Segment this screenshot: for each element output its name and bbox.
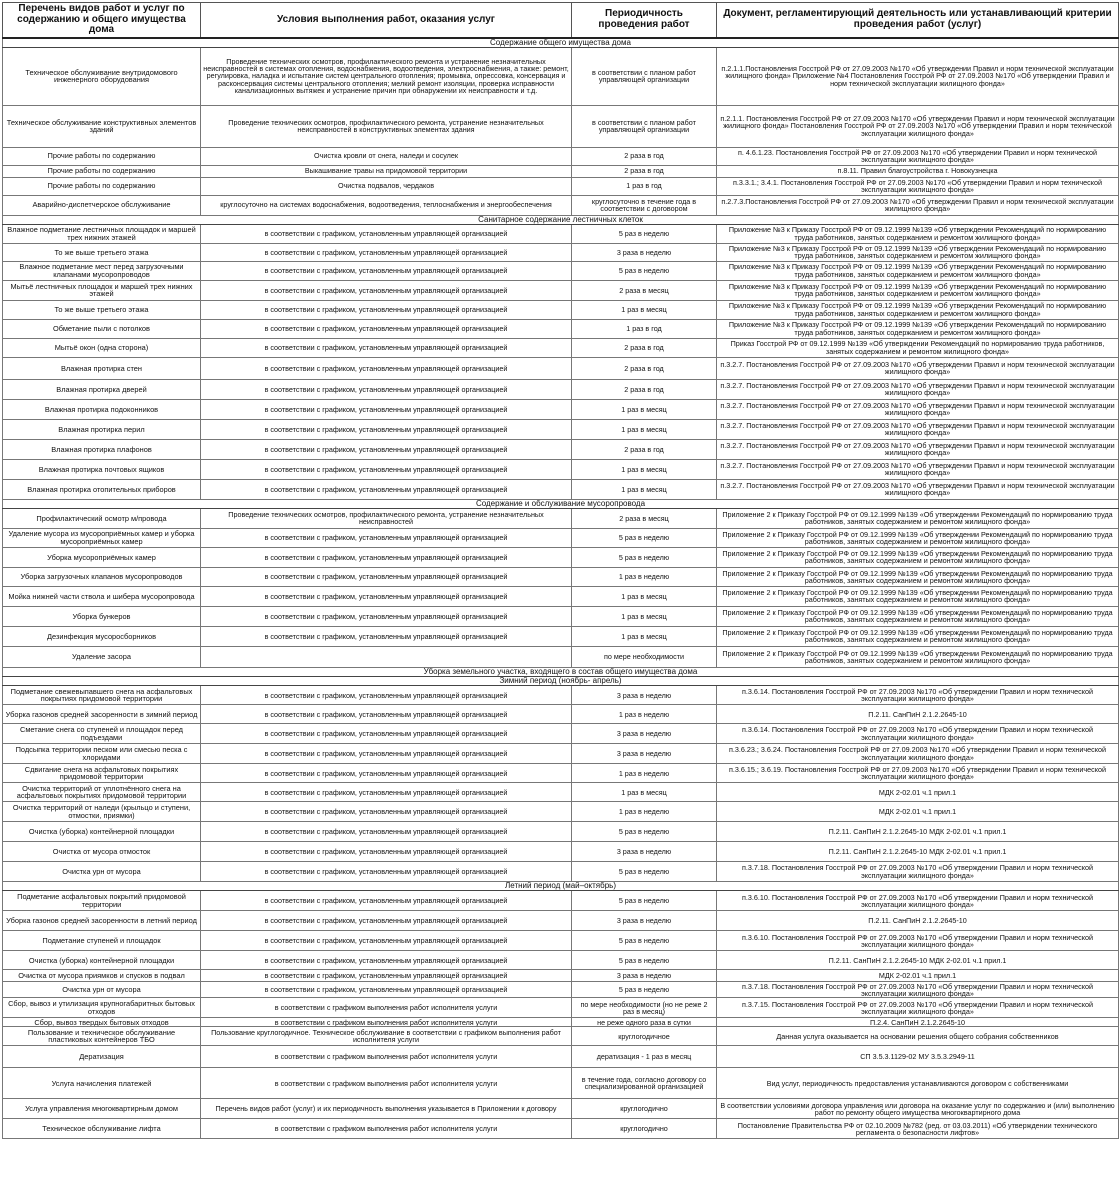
service-name-cell: Сметание снега со ступеней и площадок перед подъездами [3, 724, 201, 744]
conditions-cell: в соответствии с графиком, установленным управляющей организацией [201, 243, 572, 261]
conditions-cell: в соответствии с графиком, установленным управляющей организацией [201, 764, 572, 783]
frequency-cell: в течение года, согласно договору со специализированной организацией [572, 1068, 717, 1099]
regulation-document-cell: п.3.2.7. Постановления Госстрой РФ от 27.09.2003 №170 «Об утверждении Правил и норм технической эксплуатации жилищного фонда» [717, 357, 1119, 379]
frequency-cell: 1 раз в неделю [572, 567, 717, 586]
regulation-document-cell: п.3.2.7. Постановления Госстрой РФ от 27.09.2003 №170 «Об утверждении Правил и норм технической эксплуатации жилищного фонда» [717, 459, 1119, 479]
table-row [3, 783, 1119, 802]
section-title: Летний период (май–октябрь) [3, 882, 1119, 891]
conditions-cell: круглосуточно на системах водоснабжения, водоотведения, теплоснабжения и энергообеспечения [201, 195, 572, 215]
conditions-cell: в соответствии с графиком выполнения работ исполнителя услуги [201, 1018, 572, 1027]
table-row [3, 479, 1119, 499]
conditions-cell: в соответствии с графиком, установленным управляющей организацией [201, 842, 572, 862]
service-name-cell: Очистка (уборка) контейнерной площадки [3, 951, 201, 970]
table-row [3, 300, 1119, 319]
table-row [3, 338, 1119, 357]
frequency-cell: 3 раза в неделю [572, 724, 717, 744]
regulation-document-cell: п.3.6.14. Постановления Госстрой РФ от 27.09.2003 №170 «Об утверждении Правил и норм технической эксплуатации жилищного фонда» [717, 724, 1119, 744]
frequency-cell: дератизация - 1 раз в месяц [572, 1046, 717, 1068]
service-name-cell: Очистка урн от мусора [3, 982, 201, 998]
regulation-document-cell: Данная услуга оказывается на основании решения общего собрания собственников [717, 1027, 1119, 1046]
regulation-document-cell: п.3.2.7. Постановления Госстрой РФ от 27.09.2003 №170 «Об утверждении Правил и норм технической эксплуатации жилищного фонда» [717, 399, 1119, 419]
table-row [3, 862, 1119, 882]
table-row [3, 822, 1119, 842]
table-row [3, 686, 1119, 705]
service-name-cell: Влажная протирка дверей [3, 379, 201, 399]
service-name-cell: Сдвигание снега на асфальтовых покрытиях придомовой территории [3, 764, 201, 783]
frequency-cell: 2 раза в год [572, 147, 717, 165]
conditions-cell: в соответствии с графиком, установленным управляющей организацией [201, 626, 572, 646]
regulation-document-cell: Приложение 2 к Приказу Госстрой РФ от 09.12.1999 №139 «Об утверждении Рекомендаций по нормированию труда работников, занятых содержанием и ремонтом жилищного фонда» [717, 646, 1119, 667]
frequency-cell: круглогодично [572, 1119, 717, 1139]
regulation-document-cell: Приложение 2 к Приказу Госстрой РФ от 09.12.1999 №139 «Об утверждении Рекомендаций по нормированию труда работников, занятых содержанием и ремонтом жилищного фонда» [717, 606, 1119, 626]
service-name-cell: Аварийно-диспетчерское обслуживание [3, 195, 201, 215]
conditions-cell: в соответствии с графиком, установленным управляющей организацией [201, 261, 572, 280]
table-row [3, 1068, 1119, 1099]
frequency-cell: 2 раза в месяц [572, 508, 717, 528]
conditions-cell: в соответствии с графиком, установленным управляющей организацией [201, 439, 572, 459]
frequency-cell: 2 раза в год [572, 439, 717, 459]
service-name-cell: Очистка территорий от наледи (крыльцо и ступени, отмостки, приямки) [3, 802, 201, 822]
service-name-cell: Подметание свежевыпавшего снега на асфальтовых покрытиях придомовой территории [3, 686, 201, 705]
regulation-document-cell: Приложение №3 к Приказу Госстрой РФ от 09.12.1999 №139 «Об утверждении Рекомендаций по нормированию труда работников, занятых содержанием и ремонтом жилищного фонда» [717, 280, 1119, 300]
table-row [3, 379, 1119, 399]
frequency-cell: 1 раз в месяц [572, 399, 717, 419]
service-name-cell: Влажная протирка плафонов [3, 439, 201, 459]
header-services-list: Перечень видов работ и услуг по содержанию и общего имущества дома [3, 3, 201, 38]
regulation-document-cell: п.3.2.7. Постановления Госстрой РФ от 27.09.2003 №170 «Об утверждении Правил и норм технической эксплуатации жилищного фонда» [717, 479, 1119, 499]
table-row [3, 319, 1119, 338]
regulation-document-cell: п.2.1.1.Постановления Госстрой РФ от 27.09.2003 №170 «Об утверждении Правил и норм технической эксплуатации жилищного фонда» Приложение №4 Постановления Госстрой РФ от 27.09.2003 №170 «Об утверждении Правил и норм технической эксплуатации жилищного фонда» [717, 47, 1119, 105]
table-row [3, 998, 1119, 1018]
frequency-cell: 1 раз в месяц [572, 459, 717, 479]
regulation-document-cell: п.3.6.10. Постановления Госстрой РФ от 27.09.2003 №170 «Об утверждении Правил и норм технической эксплуатации жилищного фонда» [717, 931, 1119, 951]
table-row [3, 1099, 1119, 1119]
service-name-cell: Техническое обслуживание лифта [3, 1119, 201, 1139]
regulation-document-cell: п.3.2.7. Постановления Госстрой РФ от 27.09.2003 №170 «Об утверждении Правил и норм технической эксплуатации жилищного фонда» [717, 419, 1119, 439]
frequency-cell: 5 раз в неделю [572, 891, 717, 911]
conditions-cell: в соответствии с графиком, установленным управляющей организацией [201, 931, 572, 951]
service-name-cell: Сбор, вывоз и утилизация крупногабаритных бытовых отходов [3, 998, 201, 1018]
service-name-cell: Очистка (уборка) контейнерной площадки [3, 822, 201, 842]
service-name-cell: Очистка территорий от уплотнённого снега на асфальтовых покрытиях придомовой территории [3, 783, 201, 802]
document-page [2, 2, 1118, 1139]
frequency-cell: 2 раза в месяц [572, 280, 717, 300]
regulation-document-cell: п.3.2.7. Постановления Госстрой РФ от 27.09.2003 №170 «Об утверждении Правил и норм технической эксплуатации жилищного фонда» [717, 439, 1119, 459]
conditions-cell: в соответствии с графиком, установленным управляющей организацией [201, 338, 572, 357]
regulation-document-cell: Приложение 2 к Приказу Госстрой РФ от 09.12.1999 №139 «Об утверждении Рекомендаций по нормированию труда работников, занятых содержанием и ремонтом жилищного фонда» [717, 626, 1119, 646]
regulation-document-cell: П.2.11. СанПиН 2.1.2.2645-10 МДК 2-02.01 ч.1 прил.1 [717, 822, 1119, 842]
service-name-cell: Уборка мусороприёмных камер [3, 547, 201, 567]
table-row [3, 195, 1119, 215]
table-row [3, 891, 1119, 911]
service-name-cell: Влажная протирка перил [3, 419, 201, 439]
conditions-cell: в соответствии с графиком, установленным управляющей организацией [201, 300, 572, 319]
table-row [3, 439, 1119, 459]
conditions-cell: в соответствии с графиком, установленным управляющей организацией [201, 911, 572, 931]
regulation-document-cell: МДК 2-02.01 ч.1 прил.1 [717, 783, 1119, 802]
frequency-cell: 5 раз в неделю [572, 528, 717, 547]
service-name-cell: Профилактический осмотр м/провода [3, 508, 201, 528]
service-name-cell: Очистка от мусора отмосток [3, 842, 201, 862]
service-name-cell: Дератизация [3, 1046, 201, 1068]
frequency-cell: 1 раз в месяц [572, 626, 717, 646]
service-name-cell: Очистка урн от мусора [3, 862, 201, 882]
regulation-document-cell: Приложение 2 к Приказу Госстрой РФ от 09.12.1999 №139 «Об утверждении Рекомендаций по нормированию труда работников, занятых содержанием и ремонтом жилищного фонда» [717, 567, 1119, 586]
service-name-cell: Удаление засора [3, 646, 201, 667]
frequency-cell: 1 раз в неделю [572, 802, 717, 822]
service-name-cell: Подметание ступеней и площадок [3, 931, 201, 951]
conditions-cell: в соответствии с графиком, установленным управляющей организацией [201, 479, 572, 499]
frequency-cell: круглогодично [572, 1099, 717, 1119]
frequency-cell: по мере необходимости [572, 646, 717, 667]
table-body [3, 38, 1119, 1139]
regulation-document-cell: п. 4.6.1.23. Постановления Госстрой РФ от 27.09.2003 №170 «Об утверждении Правил и норм технической эксплуатации жилищного фонда» [717, 147, 1119, 165]
conditions-cell: в соответствии с графиком выполнения работ исполнителя услуги [201, 998, 572, 1018]
regulation-document-cell: п.3.6.23.; 3.6.24. Постановления Госстрой РФ от 27.09.2003 №170 «Об утверждении Правил и норм технической эксплуатации жилищного фонда» [717, 744, 1119, 764]
frequency-cell: 2 раза в год [572, 379, 717, 399]
regulation-document-cell: Приложение 2 к Приказу Госстрой РФ от 09.12.1999 №139 «Об утверждении Рекомендаций по нормированию труда работников, занятых содержанием и ремонтом жилищного фонда» [717, 547, 1119, 567]
conditions-cell: в соответствии с графиком, установленным управляющей организацией [201, 744, 572, 764]
regulation-document-cell: п.3.7.18. Постановления Госстрой РФ от 27.09.2003 №170 «Об утверждении Правил и норм технической эксплуатации жилищного фонда» [717, 982, 1119, 998]
frequency-cell: 1 раз в неделю [572, 764, 717, 783]
frequency-cell: 1 раз в месяц [572, 479, 717, 499]
table-row [3, 177, 1119, 195]
header-regulation-document: Документ, регламентирующий деятельность или устанавливающий критерии проведения работ (услуг) [717, 3, 1119, 38]
regulation-document-cell: П.2.11. СанПиН 2.1.2.2645-10 [717, 911, 1119, 931]
frequency-cell: в соответствии с планом работ управляющей организации [572, 105, 717, 147]
service-name-cell: Услуга начисления платежей [3, 1068, 201, 1099]
frequency-cell: 5 раз в неделю [572, 261, 717, 280]
regulation-document-cell: Вид услуг, периодичность предоставления устанавливаются договором с собственниками [717, 1068, 1119, 1099]
header-conditions: Условия выполнения работ, оказания услуг [201, 3, 572, 38]
table-row [3, 842, 1119, 862]
regulation-document-cell: п.3.3.1.; 3.4.1. Постановления Госстрой РФ от 27.09.2003 №170 «Об утверждении Правил и норм технической эксплуатации жилищного фонда» [717, 177, 1119, 195]
table-row [3, 626, 1119, 646]
table-row [3, 508, 1119, 528]
regulation-document-cell: п.3.6.15.; 3.6.19. Постановления Госстрой РФ от 27.09.2003 №170 «Об утверждении Правил и норм технической эксплуатации жилищного фонда» [717, 764, 1119, 783]
conditions-cell: в соответствии с графиком, установленным управляющей организацией [201, 357, 572, 379]
service-name-cell: Подсыпка территории песком или смесью песка с хлоридами [3, 744, 201, 764]
conditions-cell: в соответствии с графиком, установленным управляющей организацией [201, 891, 572, 911]
service-name-cell: Уборка бункеров [3, 606, 201, 626]
frequency-cell: 5 раз в неделю [572, 822, 717, 842]
table-row [3, 606, 1119, 626]
regulation-document-cell: Приложение 2 к Приказу Госстрой РФ от 09.12.1999 №139 «Об утверждении Рекомендаций по нормированию труда работников, занятых содержанием и ремонтом жилищного фонда» [717, 508, 1119, 528]
frequency-cell: 3 раза в неделю [572, 686, 717, 705]
table-row [3, 1018, 1119, 1027]
conditions-cell: в соответствии с графиком, установленным управляющей организацией [201, 528, 572, 547]
conditions-cell: в соответствии с графиком, установленным управляющей организацией [201, 399, 572, 419]
table-header-row [3, 3, 1119, 38]
regulation-document-cell: В соответствии условиями договора управления или договора на оказание услуг по содержанию и (или) выполнению работ по ремонту общего имущества многоквартирного дома [717, 1099, 1119, 1119]
service-name-cell: Влажная протирка подоконников [3, 399, 201, 419]
frequency-cell: 5 раз в неделю [572, 951, 717, 970]
service-name-cell: Очистка от мусора приямков и спусков в подвал [3, 970, 201, 982]
service-name-cell: Уборка газонов средней засоренности в летний период [3, 911, 201, 931]
frequency-cell: 5 раз в неделю [572, 224, 717, 243]
table-row [3, 1046, 1119, 1068]
service-name-cell: Подметание асфальтовых покрытий придомовой территории [3, 891, 201, 911]
service-name-cell: Удаление мусора из мусороприёмных камер и уборка мусороприёмных камер [3, 528, 201, 547]
table-row [3, 528, 1119, 547]
table-row [3, 280, 1119, 300]
frequency-cell: 1 раз в месяц [572, 586, 717, 606]
conditions-cell: Перечень видов работ (услуг) и их периодичность выполнения указывается в Приложении к договору [201, 1099, 572, 1119]
conditions-cell: в соответствии с графиком, установленным управляющей организацией [201, 280, 572, 300]
service-name-cell: Дезинфекция мусоросборников [3, 626, 201, 646]
table-row [3, 357, 1119, 379]
service-name-cell: Влажная протирка почтовых ящиков [3, 459, 201, 479]
table-row [3, 931, 1119, 951]
service-name-cell: Влажное подметание лестничных площадок и маршей трех нижних этажей [3, 224, 201, 243]
section-title: Содержание и обслуживание мусоропровода [3, 499, 1119, 508]
conditions-cell: в соответствии с графиком, установленным управляющей организацией [201, 419, 572, 439]
regulation-document-cell: п.2.1.1. Постановления Госстрой РФ от 27.09.2003 №170 «Об утверждении Правил и норм технической эксплуатации жилищного фонда» Постановления Госстрой РФ от 27.09.2003 №170 «Об утверждении Правил и норм технической эксплуатации жилищного фонда» [717, 105, 1119, 147]
table-row [3, 982, 1119, 998]
service-name-cell: Влажная протирка стен [3, 357, 201, 379]
frequency-cell: 1 раз в год [572, 319, 717, 338]
services-table [2, 2, 1119, 1139]
table-row [3, 567, 1119, 586]
conditions-cell: в соответствии с графиком, установленным управляющей организацией [201, 783, 572, 802]
frequency-cell: 3 раза в неделю [572, 842, 717, 862]
table-row [3, 165, 1119, 177]
table-row [3, 459, 1119, 479]
frequency-cell: 5 раз в неделю [572, 931, 717, 951]
section-header-row [3, 677, 1119, 686]
regulation-document-cell: Постановление Правительства РФ от 02.10.2009 №782 (ред. от 03.03.2011) «Об утверждении технического регламента о безопасности лифтов» [717, 1119, 1119, 1139]
section-header-row [3, 215, 1119, 224]
regulation-document-cell: п.3.7.18. Постановления Госстрой РФ от 27.09.2003 №170 «Об утверждении Правил и норм технической эксплуатации жилищного фонда» [717, 862, 1119, 882]
frequency-cell: 3 раза в неделю [572, 243, 717, 261]
frequency-cell: 1 раз в месяц [572, 300, 717, 319]
table-row [3, 224, 1119, 243]
regulation-document-cell: П.2.4. СанПиН 2.1.2.2645-10 [717, 1018, 1119, 1027]
service-name-cell: Техническое обслуживание конструктивных элементов зданий [3, 105, 201, 147]
service-name-cell: Уборка загрузочных клапанов мусоропроводов [3, 567, 201, 586]
service-name-cell: Влажная протирка отопительных приборов [3, 479, 201, 499]
conditions-cell: Выкашивание травы на придомовой территории [201, 165, 572, 177]
section-header-row [3, 38, 1119, 48]
frequency-cell: 5 раз в неделю [572, 547, 717, 567]
section-header-row [3, 882, 1119, 891]
frequency-cell: 2 раза в год [572, 357, 717, 379]
service-name-cell: Мытьё окон (одна сторона) [3, 338, 201, 357]
conditions-cell: в соответствии с графиком, установленным управляющей организацией [201, 686, 572, 705]
regulation-document-cell: Приложение №3 к Приказу Госстрой РФ от 09.12.1999 №139 «Об утверждении Рекомендаций по нормированию труда работников, занятых содержанием и ремонтом жилищного фонда» [717, 224, 1119, 243]
conditions-cell: в соответствии с графиком, установленным управляющей организацией [201, 567, 572, 586]
table-row [3, 970, 1119, 982]
table-row [3, 547, 1119, 567]
frequency-cell: 1 раз в год [572, 177, 717, 195]
regulation-document-cell: П.2.11. СанПиН 2.1.2.2645-10 [717, 705, 1119, 724]
service-name-cell: То же выше третьего этажа [3, 243, 201, 261]
service-name-cell: Сбор, вывоз твердых бытовых отходов [3, 1018, 201, 1027]
service-name-cell: Прочие работы по содержанию [3, 165, 201, 177]
service-name-cell: Пользование и техническое обслуживание пластиковых контейнеров ТБО [3, 1027, 201, 1046]
regulation-document-cell: п.3.6.14. Постановления Госстрой РФ от 27.09.2003 №170 «Об утверждении Правил и норм технической эксплуатации жилищного фонда» [717, 686, 1119, 705]
table-row [3, 1119, 1119, 1139]
service-name-cell: Мойка нижней части ствола и шибера мусоропровода [3, 586, 201, 606]
table-row [3, 419, 1119, 439]
regulation-document-cell: Приложение №3 к Приказу Госстрой РФ от 09.12.1999 №139 «Об утверждении Рекомендаций по нормированию труда работников, занятых содержанием и ремонтом жилищного фонда» [717, 261, 1119, 280]
frequency-cell: 1 раз в месяц [572, 606, 717, 626]
table-row [3, 586, 1119, 606]
table-row [3, 764, 1119, 783]
frequency-cell: по мере необходимости (но не реже 2 раз в месяц) [572, 998, 717, 1018]
regulation-document-cell: Приложение 2 к Приказу Госстрой РФ от 09.12.1999 №139 «Об утверждении Рекомендаций по нормированию труда работников, занятых содержанием и ремонтом жилищного фонда» [717, 586, 1119, 606]
table-row [3, 147, 1119, 165]
section-title: Уборка земельного участка, входящего в состав общего имущества дома [3, 667, 1119, 676]
table-row [3, 705, 1119, 724]
regulation-document-cell: п.3.7.15. Постановления Госстрой РФ от 27.09.2003 №170 «Об утверждении Правил и норм технической эксплуатации жилищного фонда» [717, 998, 1119, 1018]
frequency-cell: 2 раза в год [572, 165, 717, 177]
frequency-cell: 3 раза в неделю [572, 911, 717, 931]
conditions-cell: в соответствии с графиком выполнения работ исполнителя услуги [201, 1068, 572, 1099]
conditions-cell: Проведение технических осмотров, профилактического ремонта и устранение незначительных неисправностей в системах отопления, водоснабжения, водоотведения, электроснабжения, а также: ремонт, регулировка, наладка и испытание систем центрального отопления; промывка, опрессовка, консервация и расконсервация системы центрального отопления; мелкий ремонт изоляции, проверка исправности канализационных вытяжек и устранение причин при обнаружении их неисправности и т.д. [201, 47, 572, 105]
regulation-document-cell: П.2.11. СанПиН 2.1.2.2645-10 МДК 2-02.01 ч.1 прил.1 [717, 951, 1119, 970]
conditions-cell: в соответствии с графиком, установленным управляющей организацией [201, 606, 572, 626]
service-name-cell: Мытьё лестничных площадок и маршей трех нижних этажей [3, 280, 201, 300]
regulation-document-cell: п.3.6.10. Постановления Госстрой РФ от 27.09.2003 №170 «Об утверждении Правил и норм технической эксплуатации жилищного фонда» [717, 891, 1119, 911]
conditions-cell: в соответствии с графиком, установленным управляющей организацией [201, 547, 572, 567]
frequency-cell: 5 раз в неделю [572, 862, 717, 882]
service-name-cell: То же выше третьего этажа [3, 300, 201, 319]
frequency-cell: круглогодичное [572, 1027, 717, 1046]
conditions-cell: в соответствии с графиком, установленным управляющей организацией [201, 224, 572, 243]
conditions-cell: в соответствии с графиком, установленным управляющей организацией [201, 970, 572, 982]
service-name-cell: Прочие работы по содержанию [3, 177, 201, 195]
regulation-document-cell: П.2.11. СанПиН 2.1.2.2645-10 МДК 2-02.01 ч.1 прил.1 [717, 842, 1119, 862]
section-header-row [3, 499, 1119, 508]
regulation-document-cell: Приложение №3 к Приказу Госстрой РФ от 09.12.1999 №139 «Об утверждении Рекомендаций по нормированию труда работников, занятых содержанием и ремонтом жилищного фонда» [717, 319, 1119, 338]
regulation-document-cell: п.8.11. Правил благоустройства г. Новокузнецка [717, 165, 1119, 177]
conditions-cell: в соответствии с графиком, установленным управляющей организацией [201, 862, 572, 882]
service-name-cell: Обметание пыли с потолков [3, 319, 201, 338]
frequency-cell: 3 раза в неделю [572, 970, 717, 982]
frequency-cell: 3 раза в неделю [572, 744, 717, 764]
regulation-document-cell: МДК 2-02.01 ч.1 прил.1 [717, 802, 1119, 822]
table-row [3, 951, 1119, 970]
regulation-document-cell: п.3.2.7. Постановления Госстрой РФ от 27.09.2003 №170 «Об утверждении Правил и норм технической эксплуатации жилищного фонда» [717, 379, 1119, 399]
frequency-cell: 1 раз в неделю [572, 705, 717, 724]
section-title: Зимний период (ноябрь- апрель) [3, 677, 1119, 686]
conditions-cell: в соответствии с графиком, установленным управляющей организацией [201, 319, 572, 338]
header-frequency: Периодичность проведения работ [572, 3, 717, 38]
service-name-cell: Прочие работы по содержанию [3, 147, 201, 165]
regulation-document-cell: МДК 2-02.01 ч.1 прил.1 [717, 970, 1119, 982]
section-title: Содержание общего имущества дома [3, 38, 1119, 48]
table-row [3, 911, 1119, 931]
regulation-document-cell: Приложение №3 к Приказу Госстрой РФ от 09.12.1999 №139 «Об утверждении Рекомендаций по нормированию труда работников, занятых содержанием и ремонтом жилищного фонда» [717, 243, 1119, 261]
conditions-cell: в соответствии с графиком, установленным управляющей организацией [201, 724, 572, 744]
conditions-cell: в соответствии с графиком, установленным управляющей организацией [201, 822, 572, 842]
conditions-cell: Пользование круглогодичное. Техническое обслуживание в соответствии с графиком выполнения работ исполнителя услуги [201, 1027, 572, 1046]
conditions-cell: Очистка кровли от снега, наледи и сосулек [201, 147, 572, 165]
table-row [3, 1027, 1119, 1046]
conditions-cell: в соответствии с графиком, установленным управляющей организацией [201, 705, 572, 724]
service-name-cell: Влажное подметание мест перед загрузочными клапанами мусоропроводов [3, 261, 201, 280]
conditions-cell: Проведение технических осмотров, профилактического ремонта, устранение незначительных неисправностей в конструктивных элементах здания [201, 105, 572, 147]
regulation-document-cell: Приложение №3 к Приказу Госстрой РФ от 09.12.1999 №139 «Об утверждении Рекомендаций по нормированию труда работников, занятых содержанием и ремонтом жилищного фонда» [717, 300, 1119, 319]
table-row [3, 646, 1119, 667]
regulation-document-cell: п.2.7.3.Постановления Госстрой РФ от 27.09.2003 №170 «Об утверждении Правил и норм технической эксплуатации жилищного фонда» [717, 195, 1119, 215]
conditions-cell: в соответствии с графиком, установленным управляющей организацией [201, 951, 572, 970]
table-row [3, 261, 1119, 280]
table-row [3, 744, 1119, 764]
service-name-cell: Услуга управления многоквартирным домом [3, 1099, 201, 1119]
conditions-cell: в соответствии с графиком, установленным управляющей организацией [201, 459, 572, 479]
frequency-cell: не реже одного раза в сутки [572, 1018, 717, 1027]
table-row [3, 802, 1119, 822]
table-row [3, 399, 1119, 419]
frequency-cell: в соответствии с планом работ управляющей организации [572, 47, 717, 105]
frequency-cell: 2 раза в год [572, 338, 717, 357]
regulation-document-cell: Приказ Госстрой РФ от 09.12.1999 №139 «Об утверждении Рекомендаций по нормированию труда работников, занятых содержанием и ремонтом жилищного фонда» [717, 338, 1119, 357]
service-name-cell: Техническое обслуживание внутридомового инженерного оборудования [3, 47, 201, 105]
frequency-cell: 1 раз в месяц [572, 419, 717, 439]
table-row [3, 243, 1119, 261]
frequency-cell: круглосуточно в течение года в соответствии с договором [572, 195, 717, 215]
frequency-cell: 5 раз в неделю [572, 982, 717, 998]
conditions-cell: Очистка подвалов, чердаков [201, 177, 572, 195]
table-row [3, 105, 1119, 147]
frequency-cell: 1 раз в месяц [572, 783, 717, 802]
conditions-cell: в соответствии с графиком, установленным управляющей организацией [201, 379, 572, 399]
conditions-cell: в соответствии с графиком, установленным управляющей организацией [201, 586, 572, 606]
conditions-cell: Проведение технических осмотров, профилактического ремонта, устранение незначительных неисправностей [201, 508, 572, 528]
section-title: Санитарное содержание лестничных клеток [3, 215, 1119, 224]
conditions-cell: в соответствии с графиком выполнения работ исполнителя услуги [201, 1046, 572, 1068]
conditions-cell: в соответствии с графиком, установленным управляющей организацией [201, 982, 572, 998]
table-row [3, 47, 1119, 105]
conditions-cell: в соответствии с графиком, установленным управляющей организацией [201, 802, 572, 822]
regulation-document-cell: СП 3.5.3.1129-02 МУ 3.5.3.2949-11 [717, 1046, 1119, 1068]
conditions-cell [201, 646, 572, 667]
service-name-cell: Уборка газонов средней засоренности в зимний период [3, 705, 201, 724]
conditions-cell: в соответствии с графиком выполнения работ исполнителя услуги [201, 1119, 572, 1139]
regulation-document-cell: Приложение 2 к Приказу Госстрой РФ от 09.12.1999 №139 «Об утверждении Рекомендаций по нормированию труда работников, занятых содержанием и ремонтом жилищного фонда» [717, 528, 1119, 547]
table-row [3, 724, 1119, 744]
section-header-row [3, 667, 1119, 676]
